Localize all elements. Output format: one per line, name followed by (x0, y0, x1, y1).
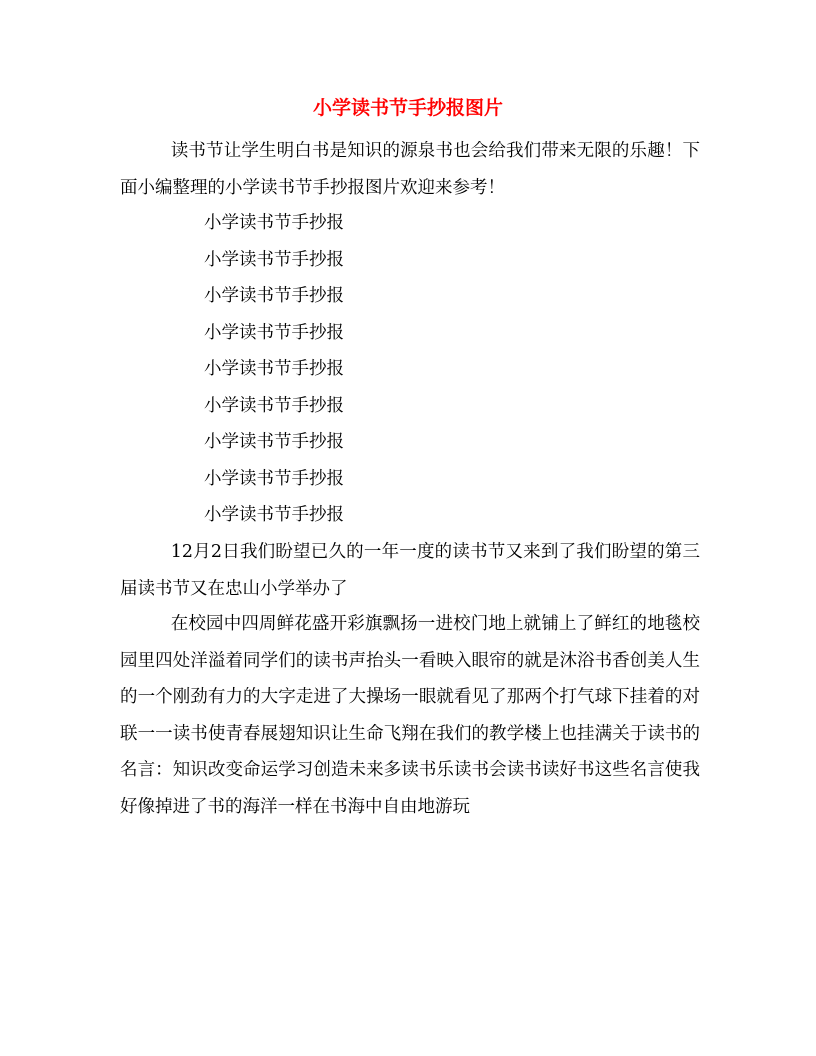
list-item: 小学读书节手抄报 (204, 286, 344, 306)
date-paragraph: 12月2日我们盼望已久的一年一度的读书节又来到了我们盼望的第三届读书节又在忠山小学举办了 (120, 542, 700, 599)
page-title: 小学读书节手抄报图片 (312, 97, 503, 119)
item-list (204, 205, 344, 534)
list-item: 小学读书节手抄报 (204, 505, 344, 525)
intro-paragraph: 读书节让学生明白书是知识的源泉书也会给我们带来无限的乐趣！下面小编整理的小学读书节手抄报图片欢迎来参考！ (120, 141, 700, 198)
list-item: 小学读书节手抄报 (204, 322, 344, 343)
campus-paragraph: 在校园中四周鲜花盛开彩旗飘扬一进校门地上就铺上了鲜红的地毯校园里四处洋溢着同学们的读书声抬头一看映入眼帘的就是沐浴书香创美人生的一个刚劲有力的大字走进了大操场一眼就看见了那两个打气球下挂着的对联一一读书使青春展翅知识让生命飞翔在我们的教学楼上也挂满关于读书的名言：知识改变命运学习创造未来多读书乐读书会读书读好书这些名言使我好像掉进了书的海洋一样在书海中自由地游玩 (120, 614, 700, 817)
list-item: 小学读书节手抄报 (204, 468, 344, 489)
list-item: 小学读书节手抄报 (204, 432, 344, 452)
list-item: 小学读书节手抄报 (204, 359, 344, 379)
list-item: 小学读书节手抄报 (204, 249, 344, 270)
list-item: 小学读书节手抄报 (204, 213, 344, 233)
list-item: 小学读书节手抄报 (204, 395, 344, 416)
